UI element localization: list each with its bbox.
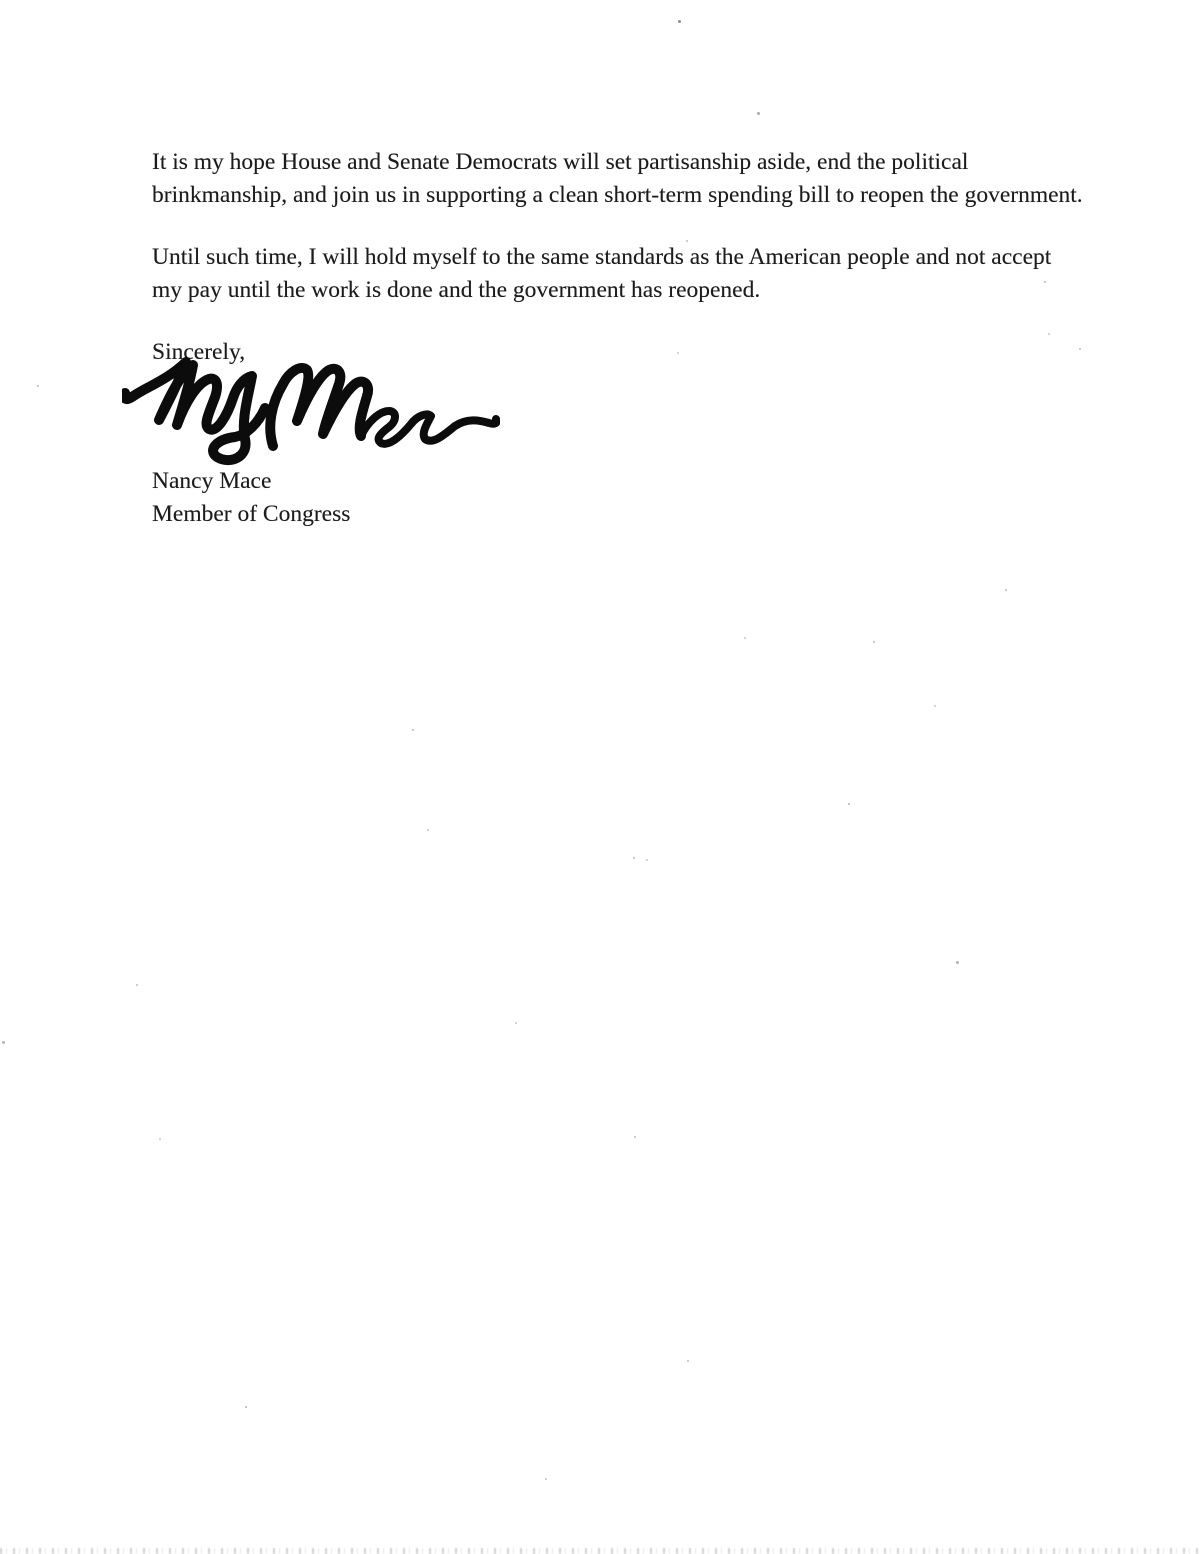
scan-speck xyxy=(136,984,138,986)
scan-speck xyxy=(687,1360,689,1362)
scan-speck xyxy=(412,729,414,731)
letter-body xyxy=(152,146,1086,531)
scan-speck xyxy=(1044,281,1046,283)
scan-speck xyxy=(634,1136,636,1138)
scan-speck xyxy=(633,857,635,859)
scan-edge-noise xyxy=(0,1548,1202,1554)
scan-speck xyxy=(545,1478,547,1480)
scan-speck xyxy=(848,803,850,805)
scan-speck xyxy=(1079,348,1081,350)
scan-speck xyxy=(677,352,679,354)
letter-paragraph-1: It is my hope House and Senate Democrats will set partisanship aside, end the political brinkmanship, and join us in supporting a clean short-term spending bill to reopen the government. xyxy=(152,149,1083,208)
scan-speck xyxy=(159,1138,161,1140)
scan-speck xyxy=(956,961,959,964)
scan-speck xyxy=(427,829,429,831)
signer-name: Nancy Mace xyxy=(152,468,272,494)
scan-speck xyxy=(515,1022,517,1024)
scan-speck xyxy=(1048,333,1050,335)
scan-speck xyxy=(686,240,688,242)
letter-paragraph-2: Until such time, I will hold myself to the same standards as the American people and not accept my pay until the work is done and the government has reopened. xyxy=(152,244,1052,303)
scan-speck xyxy=(678,20,681,23)
scan-speck xyxy=(646,859,648,861)
signer-title: Member of Congress xyxy=(152,501,351,527)
handwritten-signature xyxy=(122,353,500,469)
scan-speck xyxy=(757,112,760,115)
scan-speck xyxy=(245,1406,247,1408)
scan-speck xyxy=(744,637,746,639)
scan-speck xyxy=(873,641,875,643)
scan-speck xyxy=(2,1041,5,1044)
scan-speck xyxy=(934,705,936,707)
scan-speck xyxy=(921,259,923,261)
scan-speck xyxy=(37,385,39,387)
letter-closing: Sincerely, xyxy=(152,339,246,365)
scan-speck xyxy=(1005,589,1007,591)
signature-nancy-mace-drawing xyxy=(122,353,500,469)
